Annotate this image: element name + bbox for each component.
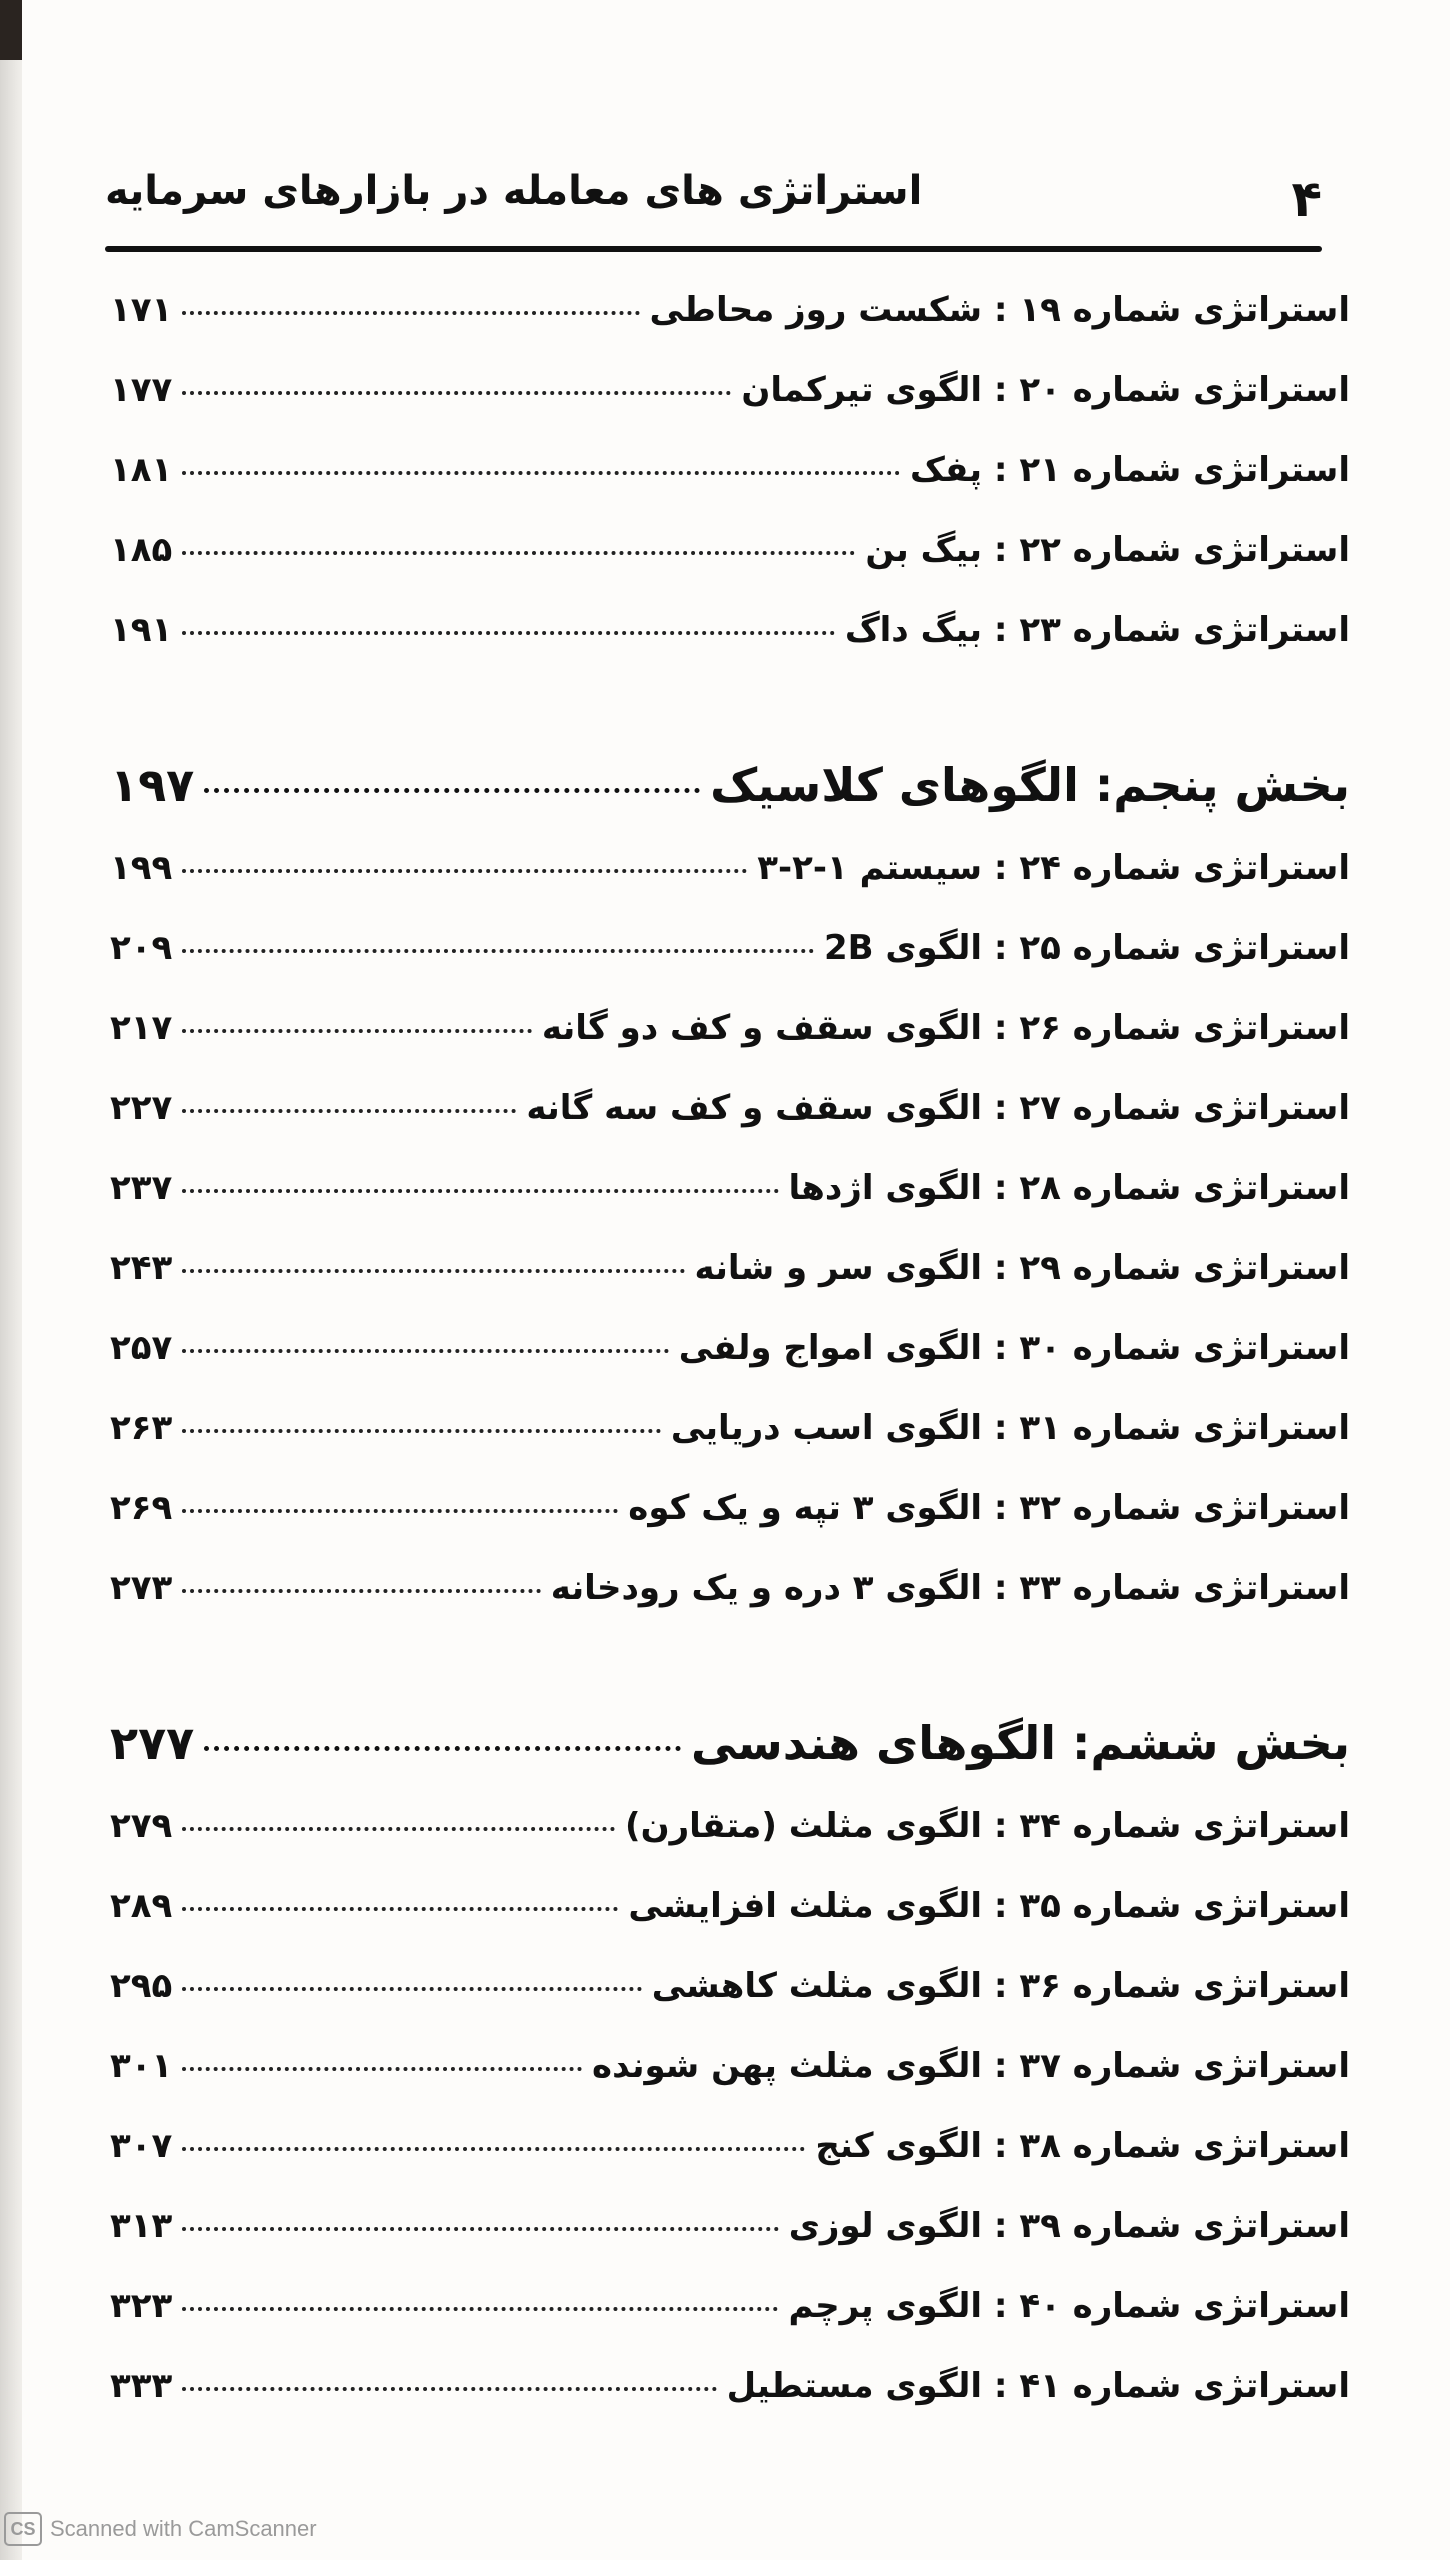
section-gap — [110, 1648, 1350, 1716]
toc-entry[interactable] — [110, 928, 1350, 1008]
dot-leader — [182, 551, 855, 555]
dot-leader — [182, 1349, 668, 1353]
entry-page-number: ۳۳۳ — [110, 2366, 173, 2406]
toc-entry[interactable] — [110, 1886, 1350, 1966]
dot-leader — [182, 1987, 642, 1991]
entry-page-number: ۲۷۹ — [110, 1806, 173, 1846]
section-heading[interactable] — [110, 758, 1350, 848]
dot-leader — [182, 2227, 778, 2231]
toc-entry[interactable] — [110, 848, 1350, 928]
entry-page-number: ۲۴۳ — [110, 1248, 173, 1288]
entry-title: استراتژی شماره ۳۲ : الگوی ۳ تپه و یک کوه — [628, 1488, 1350, 1528]
entry-page-number: ۲۸۹ — [110, 1886, 173, 1926]
dot-leader — [182, 1109, 516, 1113]
entry-page-number: ۳۲۳ — [110, 2286, 173, 2326]
dot-leader — [182, 1589, 541, 1593]
camscanner-logo-icon: CS — [4, 2512, 42, 2546]
page-edge — [0, 0, 22, 2560]
toc-entry[interactable] — [110, 2206, 1350, 2286]
entry-title: استراتژی شماره ۲۴ : سیستم ۱-۲-۳ — [757, 848, 1350, 888]
entry-title: استراتژی شماره ۳۱ : الگوی اسب دریایی — [670, 1408, 1350, 1448]
entry-page-number: ۱۹۱ — [110, 610, 173, 650]
entry-page-number: ۱۷۷ — [110, 370, 173, 410]
entry-page-number: ۳۰۱ — [110, 2046, 173, 2086]
dot-leader — [182, 471, 900, 475]
entry-title: استراتژی شماره ۱۹ : شکست روز محاطی — [649, 290, 1350, 330]
toc-entry[interactable] — [110, 1806, 1350, 1886]
toc-entry[interactable] — [110, 370, 1350, 450]
dot-leader — [182, 869, 747, 873]
entry-page-number: ۱۹۹ — [110, 848, 173, 888]
entry-page-number: ۲۵۷ — [110, 1328, 173, 1368]
entry-title: استراتژی شماره ۲۷ : الگوی سقف و کف سه گانه — [526, 1088, 1350, 1128]
toc-entry[interactable] — [110, 290, 1350, 370]
entry-title: استراتژی شماره ۴۱ : الگوی مستطیل — [726, 2366, 1350, 2406]
dot-leader — [182, 949, 814, 953]
entry-title: استراتژی شماره ۲۳ : بیگ داگ — [844, 610, 1350, 650]
page-number: ۴ — [1291, 170, 1322, 228]
entry-page-number: ۲۹۵ — [110, 1966, 173, 2006]
dot-leader — [182, 2067, 582, 2071]
camscanner-watermark — [4, 2512, 317, 2546]
section-page-number: ۱۹۷ — [110, 758, 195, 812]
entry-title: استراتژی شماره ۲۲ : بیگ بن — [865, 530, 1350, 570]
dot-leader — [182, 311, 639, 315]
entry-title: استراتژی شماره ۳۶ : الگوی مثلث کاهشی — [651, 1966, 1350, 2006]
toc-entry[interactable] — [110, 1328, 1350, 1408]
entry-page-number: ۳۱۳ — [110, 2206, 173, 2246]
toc-entry[interactable] — [110, 2366, 1350, 2446]
entry-title: استراتژی شماره ۳۹ : الگوی لوزی — [788, 2206, 1350, 2246]
toc-entry[interactable] — [110, 610, 1350, 690]
dot-leader — [182, 1429, 661, 1433]
entry-title: استراتژی شماره ۲۶ : الگوی سقف و کف دو گانه — [541, 1008, 1350, 1048]
dot-leader — [204, 788, 700, 793]
dot-leader — [182, 1189, 778, 1193]
section-title: بخش ششم: الگوهای هندسی — [691, 1716, 1350, 1770]
toc-entry[interactable] — [110, 1088, 1350, 1168]
entry-page-number: ۲۷۳ — [110, 1568, 173, 1608]
dot-leader — [182, 1907, 618, 1911]
entry-page-number: ۳۰۷ — [110, 2126, 173, 2166]
entry-title: استراتژی شماره ۳۷ : الگوی مثلث پهن شونده — [592, 2046, 1350, 2086]
book-title: استراتژی های معامله در بازارهای سرمایه — [105, 168, 923, 214]
entry-title: استراتژی شماره ۳۵ : الگوی مثلث افزایشی — [628, 1886, 1350, 1926]
toc-entry[interactable] — [110, 1408, 1350, 1488]
entry-title: استراتژی شماره ۳۸ : الگوی کنج — [815, 2126, 1350, 2166]
section-gap — [110, 690, 1350, 758]
entry-title: استراتژی شماره ۲۸ : الگوی اژدها — [788, 1168, 1350, 1208]
toc-entry[interactable] — [110, 1248, 1350, 1328]
dot-leader — [182, 631, 835, 635]
watermark-text: Scanned with CamScanner — [50, 2516, 317, 2541]
dot-leader — [182, 2307, 778, 2311]
dot-leader — [182, 1827, 615, 1831]
dot-leader — [204, 1746, 681, 1751]
dot-leader — [182, 1509, 618, 1513]
section-title: بخش پنجم: الگوهای کلاسیک — [710, 758, 1350, 812]
header-rule — [105, 246, 1322, 252]
toc-entry[interactable] — [110, 1568, 1350, 1648]
section-heading[interactable] — [110, 1716, 1350, 1806]
toc-entry[interactable] — [110, 530, 1350, 610]
dot-leader — [182, 2147, 805, 2151]
toc-entry[interactable] — [110, 2286, 1350, 2366]
toc-entry[interactable] — [110, 1488, 1350, 1568]
entry-page-number: ۲۰۹ — [110, 928, 173, 968]
dot-leader — [182, 2387, 716, 2391]
dot-leader — [182, 1269, 684, 1273]
toc-entry[interactable] — [110, 1168, 1350, 1248]
entry-page-number: ۲۱۷ — [110, 1008, 173, 1048]
toc-entry[interactable] — [110, 1008, 1350, 1088]
table-of-contents — [110, 290, 1350, 2446]
entry-page-number: ۲۲۷ — [110, 1088, 173, 1128]
toc-entry[interactable] — [110, 450, 1350, 530]
toc-entry[interactable] — [110, 1966, 1350, 2046]
page-corner-shadow — [0, 0, 22, 60]
entry-page-number: ۲۳۷ — [110, 1168, 173, 1208]
entry-title: استراتژی شماره ۳۳ : الگوی ۳ دره و یک رودخانه — [550, 1568, 1350, 1608]
dot-leader — [182, 1029, 532, 1033]
running-header — [105, 160, 1322, 240]
entry-page-number: ۲۶۹ — [110, 1488, 173, 1528]
section-page-number: ۲۷۷ — [110, 1716, 195, 1770]
entry-title: استراتژی شماره ۳۰ : الگوی امواج ولفی — [678, 1328, 1350, 1368]
entry-page-number: ۱۸۱ — [110, 450, 173, 490]
entry-title: استراتژی شماره ۲۹ : الگوی سر و شانه — [694, 1248, 1350, 1288]
toc-entry[interactable] — [110, 2046, 1350, 2126]
entry-title: استراتژی شماره ۳۴ : الگوی مثلث (متقارن) — [625, 1806, 1350, 1846]
entry-title: استراتژی شماره ۴۰ : الگوی پرچم — [788, 2286, 1350, 2326]
entry-title: استراتژی شماره ۲۱ : پفک — [909, 450, 1350, 490]
dot-leader — [182, 391, 731, 395]
entry-page-number: ۱۸۵ — [110, 530, 173, 570]
entry-title: استراتژی شماره ۲۵ : الگوی 2B — [823, 928, 1350, 968]
toc-entry[interactable] — [110, 2126, 1350, 2206]
entry-title: استراتژی شماره ۲۰ : الگوی تیرکمان — [741, 370, 1350, 410]
entry-page-number: ۲۶۳ — [110, 1408, 173, 1448]
entry-page-number: ۱۷۱ — [110, 290, 173, 330]
